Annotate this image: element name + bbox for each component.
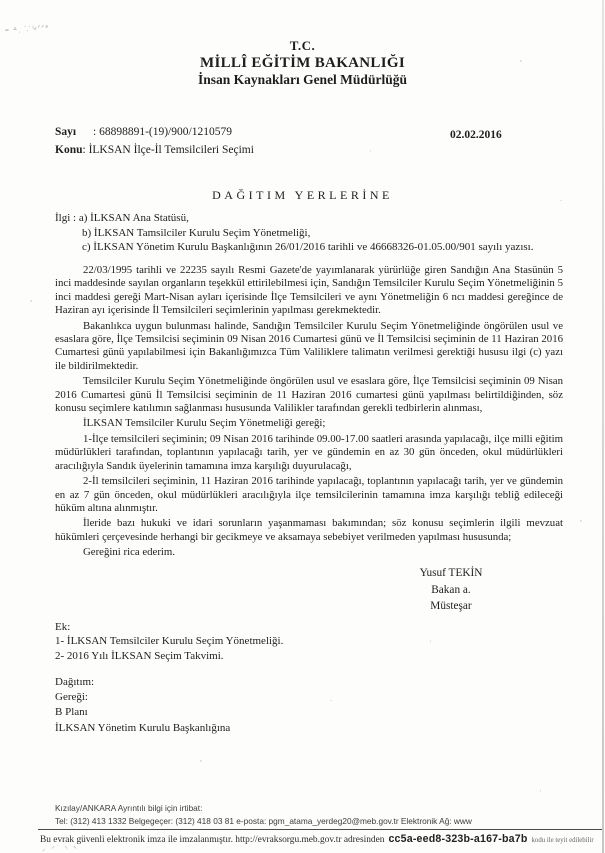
- footer-contact-line: Tel: (312) 413 1332 Belgegeçer: (312) 418 03 81 e-posta: pgm_atama_yerdeg20@meb.gov.tr Elektronik Ağ: www: [55, 815, 472, 826]
- konu-row: [55, 142, 254, 160]
- salutation: DAĞITIM YERLERİNE: [212, 188, 393, 202]
- signer-title-2: Müsteşar: [430, 600, 472, 612]
- scan-noise: [540, 790, 541, 792]
- signer-title-1: Bakan a.: [431, 583, 471, 596]
- sayi-row: [55, 124, 254, 142]
- scan-noise: [330, 700, 332, 701]
- signer-name: Yusuf TEKİN: [419, 567, 483, 579]
- ilgi-label: İlgi :: [55, 212, 77, 224]
- letterhead: [0, 38, 605, 88]
- distribution-line-2: B Planı: [55, 706, 88, 719]
- distribution-label: Dağıtım:: [55, 676, 95, 688]
- attachments-label: Ek:: [55, 621, 71, 633]
- konu-label: Konu: [55, 143, 83, 156]
- reference-item-a: a) İLKSAN Ana Statüsü,: [78, 212, 189, 224]
- scan-edge-artifact: [602, 0, 604, 853]
- attachment-item-2: 2- 2016 Yılı İLKSAN Seçim Takvimi.: [55, 649, 224, 662]
- scan-handwriting-mark-bottom: ⸝ ⸍ ̀ ⸌ ᐠ: [42, 845, 79, 853]
- references-block: [55, 211, 555, 255]
- paragraph-1: 22/03/1995 tarihli ve 22235 sayılı Resmi Gazete'de yayımlanarak yürürlüğe giren Sandığın Ana Stasünün 5 inci maddesinde sayılan organların teşekkül ettirilebilmesi için, Sandığın Temsilciler Kurulu Seçim Yönetmeliğinin 5 inci maddesi gereği Mart-Nisan ayları içerisinde İlçe Temsilcileri ve aynı Yönetmeliğin 6 ncı maddesi gereğince de Haziran ayı içerisinde İl Temsilcileri seçimlerinin yapılması gerekmektedir.: [55, 264, 563, 317]
- verification-suffix: kodu ile teyit edilebilir: [531, 837, 594, 844]
- letterhead-tc: T.C.: [289, 38, 316, 53]
- scan-noise: [30, 300, 32, 302]
- scan-handwriting-mark: ᵕ̴ ⸛⸒ ⸪ ͥ⸗ᐟᐟᵃ: [5, 23, 50, 35]
- paragraph-2: Bakanlıkca uygun bulunması halinde, Sandığın Temsilciler Kurulu Seçim Yönetmeliğinde öngörülen usul ve esaslara göre, İlçe Temsilcisi seçiminin 09 Nisan 2016 Cumartesi günü ve İl Temsilcisi seçiminin de 11 Haziran 2016 Cumartesi günü yapılabilmesi için Bakanlığımızca Tüm Valiliklere talimatın verilmesi gerektiği hususu ilgi (c) yazı ile bildirilmektedir.: [55, 319, 563, 372]
- sayi-value: : 68898891-(19)/900/1210579: [93, 126, 232, 138]
- paragraph-4: İLKSAN Temsilciler Kurulu Seçim Yönetmeliği gereği;: [83, 417, 326, 430]
- verification-text: Bu evrak güvenli elektronik imza ile imzalanmıştır. http://evraksorgu.meb.gov.tr adresinden: [40, 835, 385, 845]
- reference-item-b: b) İLKSAN Tamsilciler Kurulu Seçim Yönetmeliği,: [82, 226, 311, 239]
- distribution-line-3: İLKSAN Yönetim Kurulu Başkanlığına: [55, 721, 231, 734]
- distribution-block: [55, 675, 230, 736]
- letterhead-directorate: İnsan Kaynakları Genel Müdürlüğü: [198, 72, 407, 87]
- footer-contact-block: [55, 802, 575, 827]
- closing-line: Gereğini rica ederim.: [83, 546, 176, 559]
- paragraph-3: Temsilciler Kurulu Seçim Yönetmeliğinde öngörülen usul ve esaslara göre, İlçe Temsilcisi seçiminin 09 Nisan 2016 Cumartesi günü İl Temsilcisi seçiminin de 11 Haziran 2016 cumartesi günü yapılması belirtildiğinden, söz konusu seçimlere katılımın sağlanması hususunda Valilikler tarafından gerekli tedbirlerin alınması,: [55, 375, 563, 415]
- signature-block: [383, 565, 519, 615]
- paragraph-6: 2-İl temsilcileri seçiminin, 11 Haziran 2016 tarihinde yapılacağı, toplantının yapılacağı tarih, yer ve gündemin en az 7 gün önceden, okul müdürlükleri aracılığıyla ilçe temsilcilerinin tamamına imza karşılığı tebliğ edileceği hüküm altına alınmıştır.: [55, 475, 563, 514]
- reference-item-c: c) İLKSAN Yönetim Kurulu Başkanlığının 26/01/2016 tarihli ve 46668326-01.05.00/901 sayılı yazısı.: [82, 241, 534, 254]
- sayi-label: Sayı: [55, 126, 77, 138]
- document-meta: [55, 124, 254, 159]
- document-date: 02.02.2016: [450, 129, 502, 141]
- paragraph-7: İleride bazı hukuki ve idari sorunların yaşanmaması bakımından; söz konusu seçimlerin ilgili mevzuat hükümleri çerçevesinde herhangi bir gecikmeye ve aksamaya sebebiyet verilmeden yapılması hususunda;: [55, 517, 563, 543]
- letterhead-ministry: MİLLÎ EĞİTİM BAKANLIĞI: [200, 55, 405, 71]
- scan-noise: [580, 520, 582, 522]
- attachment-item-1: 1- İLKSAN Temsilciler Kurulu Seçim Yönetmeliği.: [55, 635, 284, 648]
- verification-code: cc5a-eed8-323b-a167-ba7b: [388, 833, 528, 845]
- scan-noise: [430, 640, 431, 642]
- e-signature-verification-line: [40, 833, 602, 845]
- scan-noise: [200, 760, 202, 762]
- footer-divider: [38, 829, 602, 830]
- footer-address: Kızılay/ANKARA Ayrıntılı bilgi için irtibat:: [55, 803, 203, 813]
- scan-noise: [370, 150, 371, 152]
- paragraph-5: 1-İlçe temsilcileri seçiminin; 09 Nisan 2016 tarihinde 09.00-17.00 saatleri arasında yapılacağı, ilçe milli eğitim müdürlükleri tarafından, toplantının yapılacağı tarih, yer ve gündemin en az 30 gün önceden, okul müdürlükleri aracılığıyla Sandık üyelerinin tamamına imza karşılığı duyurulacağı,: [55, 432, 563, 472]
- letter-body: [55, 264, 563, 562]
- konu-value: : İLKSAN İlçe-İl Temsilcileri Seçimi: [82, 143, 254, 156]
- reference-item-a-row: [55, 211, 555, 226]
- distribution-line-1: Gereği:: [55, 691, 88, 704]
- attachments-block: [55, 620, 283, 663]
